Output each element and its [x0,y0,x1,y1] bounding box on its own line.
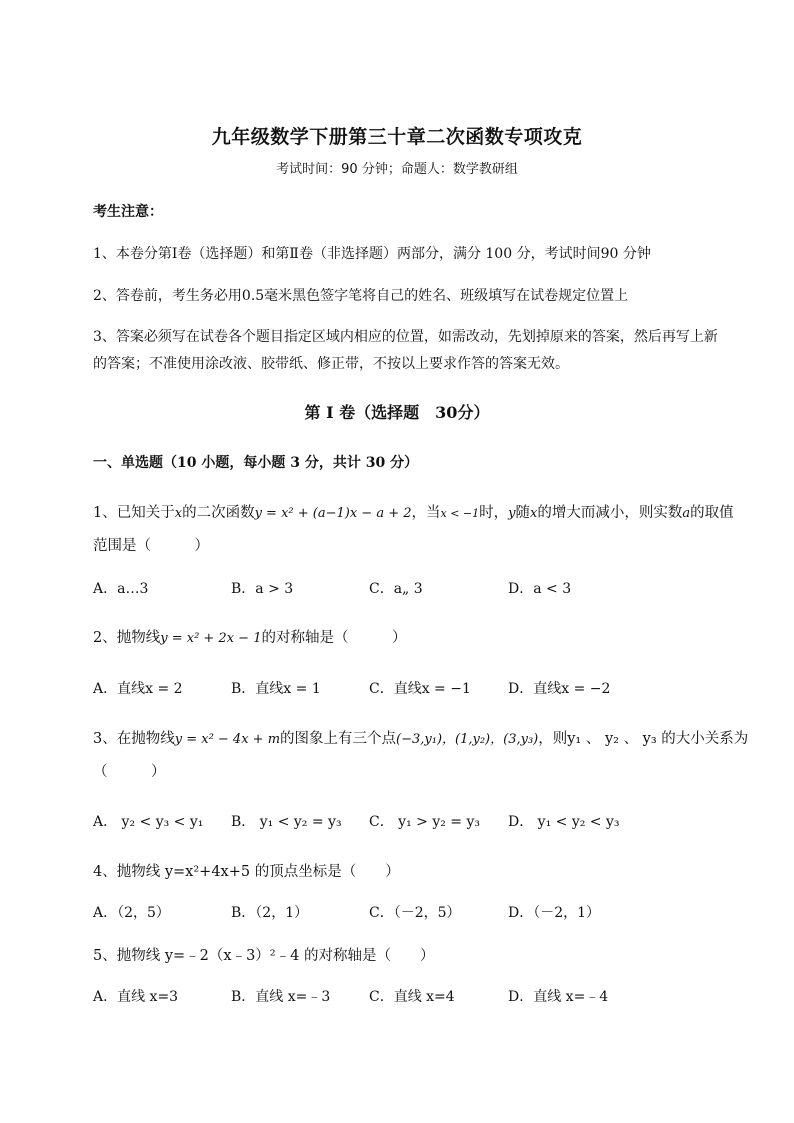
q2-option-c[interactable]: C．直线x = −1 [369,681,471,697]
part-heading: 一、单选题（10 小题，每小题 3 分，共计 30 分） [93,455,419,471]
q1-var-x: x [174,506,183,521]
q1-text: 的取值 [690,505,734,521]
q3-formula: y = x² − 4x + m [174,732,281,747]
notice-item-3-line-1: 3、答案必须写在试卷各个题目指定区域内相应的位置，如需改动，先划掉原来的答案，然后再写上新 [93,329,718,345]
question-5-stem: 5、抛物线 y=﹣2（x﹣3）²﹣4 的对称轴是（ ） [93,948,435,964]
q3-option-b[interactable]: B． y₁ < y₂ = y₃ [231,814,342,830]
notice-item-2: 2、答卷前，考生务必用0.5毫米黑色签字笔将自己的姓名、班级填写在试卷规定位置上 [93,288,629,304]
q3-text: 的图象上有三个点 [280,731,397,747]
question-1-stem [93,501,734,522]
q4-option-d[interactable]: D．（－2，1） [508,905,601,921]
q5-option-c[interactable]: C．直线 x=4 [369,989,455,1005]
q3-option-c[interactable]: C． y₁ > y₂ = y₃ [369,814,480,830]
q3-text: 3、在抛物线 [93,731,175,747]
question-4-stem: 4、抛物线 y=x²+4x+5 的顶点坐标是（ ） [93,864,400,880]
q1-text: ，当 [411,505,441,521]
q3-option-d[interactable]: D． y₁ < y₂ < y₃ [508,814,620,830]
q2-option-b[interactable]: B．直线x = 1 [231,681,321,697]
question-3-stem [93,727,748,748]
q1-option-d[interactable]: D．a < 3 [508,581,572,597]
q1-text: 时， [479,505,509,521]
notice-heading: 考生注意： [93,204,163,220]
page-title: 九年级数学下册第三十章二次函数专项攻克 [211,126,583,148]
q2-formula: y = x² + 2x − 1 [160,631,262,646]
q3-points: (−3,y₁)，(1,y₂)，(3,y₃) [396,732,539,747]
section-title: 第 I 卷（选择题 30分） [304,403,490,422]
q1-condition: x < −1 [440,507,480,520]
q5-option-a[interactable]: A．直线 x=3 [93,989,179,1005]
notice-item-1: 1、本卷分第I卷（选择题）和第Ⅱ卷（非选择题）两部分，满分 100 分，考试时间90 分钟 [93,246,651,262]
q3-option-a[interactable]: A． y₂ < y₃ < y₁ [93,814,204,830]
q2-text: 的对称轴是（ ） [261,630,407,646]
q5-option-d[interactable]: D．直线 x=﹣4 [508,989,609,1005]
q1-text: 的二次函数 [182,505,255,521]
question-3-stem-line-2: （ ） [93,764,166,780]
q1-option-a[interactable]: A．a…3 [93,581,149,597]
q4-option-a[interactable]: A．（2，5） [93,905,170,921]
q2-option-a[interactable]: A．直线x = 2 [93,681,183,697]
q5-option-b[interactable]: B．直线 x=﹣3 [231,989,331,1005]
q1-option-b[interactable]: B．a > 3 [231,581,294,597]
question-1-stem-line-2: 范围是（ ） [93,538,209,554]
q2-text: 2、抛物线 [93,630,161,646]
q4-option-b[interactable]: B．（2，1） [231,905,309,921]
q1-text: 1、已知关于 [93,505,175,521]
q1-var-a: a [682,506,691,521]
exam-info: 考试时间：90 分钟；命题人：数学教研组 [276,162,518,177]
q2-option-d[interactable]: D．直线x = −2 [508,681,611,697]
q1-text: 的增大而减小，则实数 [537,505,683,521]
q3-text: ，则y₁ 、 y₂ 、 y₃ 的大小关系为 [538,731,749,747]
q1-var-y: y [508,506,516,521]
question-2-stem [93,626,406,647]
q1-text: 随 [515,505,531,521]
q1-option-c[interactable]: C．a„ 3 [369,581,423,597]
q4-option-c[interactable]: C．（－2，5） [369,905,461,921]
q1-var-x: x [530,506,538,521]
notice-item-3-line-2: 的答案；不准使用涂改液、胶带纸、修正带，不按以上要求作答的答案无效。 [93,356,569,372]
q1-formula: y = x² + (a−1)x − a + 2 [254,506,412,521]
